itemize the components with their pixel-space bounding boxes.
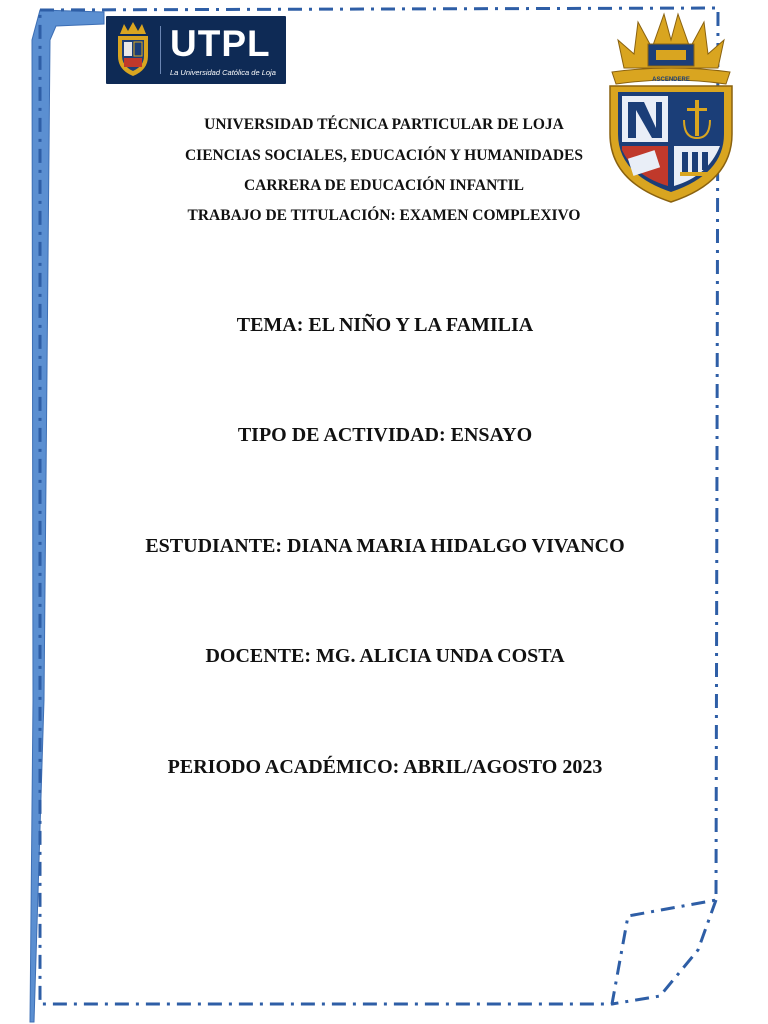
header-faculty: CIENCIAS SOCIALES, EDUCACIÓN Y HUMANIDADES (184, 147, 584, 164)
field-periodo: PERIODO ACADÉMICO: ABRIL/AGOSTO 2023 (167, 756, 603, 778)
header-career: CARRERA DE EDUCACIÓN INFANTIL (243, 177, 525, 194)
logo-tagline: La Universidad Católica de Loja (170, 68, 276, 77)
utpl-logo (106, 16, 286, 84)
header-work-type: TRABAJO DE TITULACIÓN: EXAMEN COMPLEXIVO (187, 207, 581, 224)
header-university: UNIVERSIDAD TÉCNICA PARTICULAR DE LOJA (204, 116, 564, 133)
field-estudiante: ESTUDIANTE: DIANA MARIA HIDALGO VIVANCO (145, 535, 625, 557)
field-docente: DOCENTE: MG. ALICIA UNDA COSTA (205, 645, 565, 667)
corner-fold (612, 900, 716, 1004)
university-crest-icon (604, 10, 738, 204)
logo-wordmark: UTPL (170, 23, 271, 64)
logo-separator (160, 26, 161, 74)
crest-motto: ASCENDERE (652, 77, 690, 83)
field-tema: TEMA: EL NIÑO Y LA FAMILIA (236, 314, 534, 336)
field-tipo-actividad: TIPO DE ACTIVIDAD: ENSAYO (237, 424, 533, 446)
utpl-crest-icon (112, 22, 154, 78)
